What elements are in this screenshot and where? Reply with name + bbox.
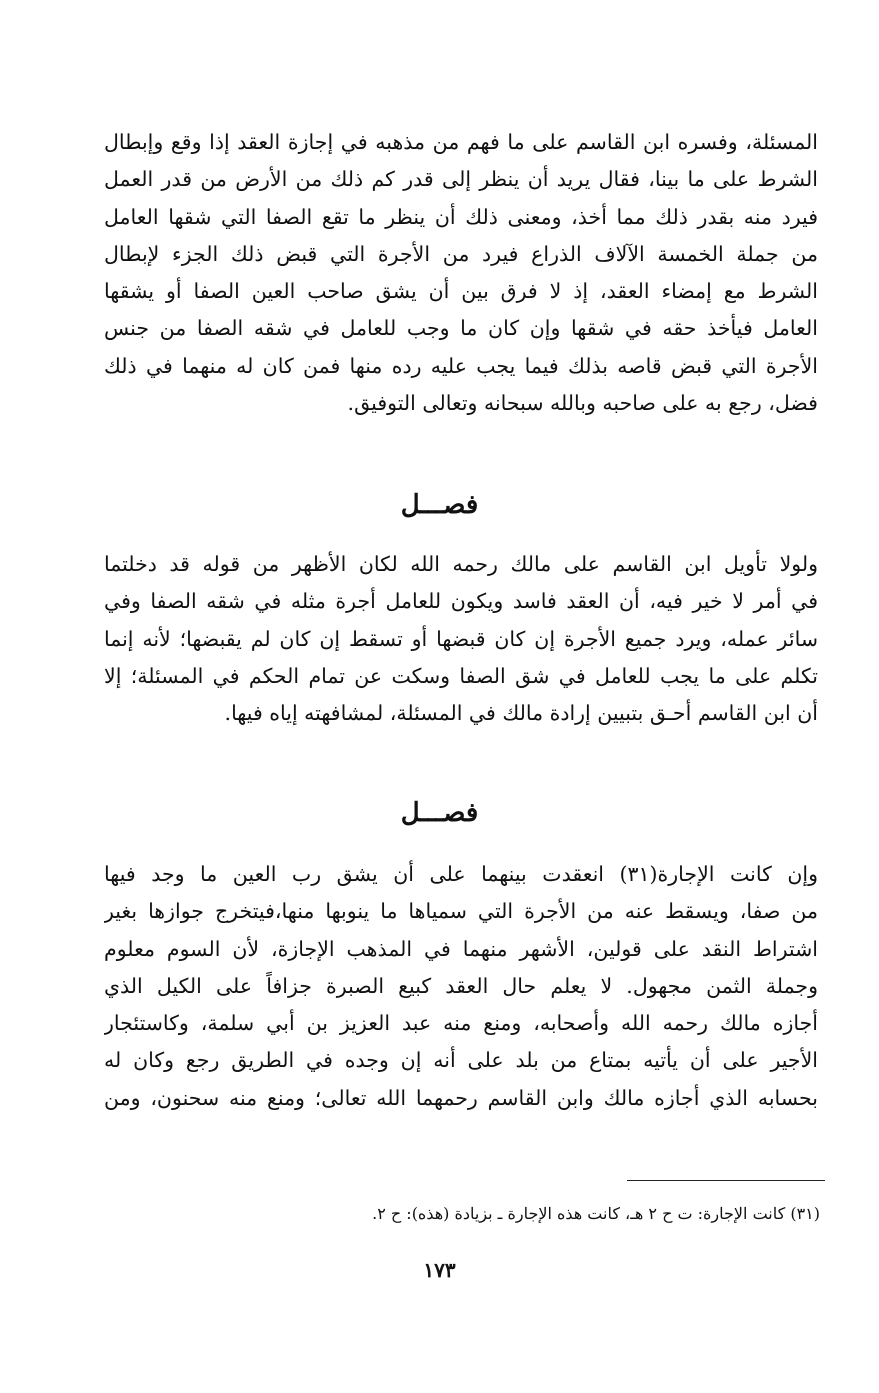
footnote-divider [627, 1180, 825, 1181]
text-line: الأجرة التي قبض قاصه بذلك فيما يجب عليه رده منها فمن كان له منهما في ذلك [104, 353, 818, 378]
text-line: ولولا تأويل ابن القاسم على مالك رحمه الله لكان الأظهر من قوله قد دخلتما [104, 552, 818, 576]
paragraph-2 [104, 546, 818, 732]
text-line: سائر عمله، ويرد جميع الأجرة إن كان قبضها أو تسقط إن كان لم يقبضها؛ لأنه إنما [104, 626, 818, 651]
footnote: (٣١) كانت الإجارة: ت ح ٢ هـ، كانت هذه الإجارة ـ بزيادة (هذه): ح ٢. [372, 1204, 820, 1223]
text-line: من صفا، ويسقط عنه من الأجرة التي سمياها ما ينوبها منها،فيتخرج جوازها بغير [104, 899, 818, 924]
text-line: أجازه مالك رحمه الله وأصحابه، ومنع منه عبد العزيز بن أبي سلمة، وكاستئجار [104, 1011, 818, 1036]
section-heading: فصـــل [400, 798, 479, 828]
text-line: العامل فيأخذ حقه في شقها وإن كان ما وجب للعامل في شقه الصفا من جنس [104, 316, 818, 341]
text-line: تكلم على ما يجب للعامل في شق الصفا وسكت عن تمام الحكم في المسئلة؛ إلا [104, 663, 818, 688]
paragraph-3 [104, 856, 818, 1117]
text-line: الأجير على أن يأتيه بمتاع من بلد على أنه إن وجده في الطريق رجع وكان له [104, 1048, 818, 1073]
text-line: وجملة الثمن مجهول. لا يعلم حال العقد كبيع الصبرة جزافاً على الكيل الذي [104, 973, 818, 998]
section-heading: فصـــل [400, 490, 479, 520]
text-line: في أمر لا خير فيه، أن العقد فاسد ويكون للعامل أجرة مثله في شقه الصفا وفي [104, 589, 818, 614]
text-line: فيرد منه بقدر ذلك مما أخذ، ومعنى ذلك أن ينظر ما تقع الصفا التي شقها العامل [104, 204, 818, 229]
text-line: الشرط مع إمضاء العقد، إذ لا فرق بين أن يشق صاحب العين الصفا أو يشقها [104, 279, 818, 304]
text-line: الشرط على ما بينا، فقال يريد أن ينظر إلى قدر كم ذلك من الأرض من قدر العمل [104, 167, 818, 192]
text-line: أن ابن القاسم أحـق بتبيين إرادة مالك في المسئلة، لمشافهته إياه فيها. [224, 701, 818, 726]
text-line: المسئلة، وفسره ابن القاسم على ما فهم من مذهبه في إجازة العقد إذا وقع وإبطال [104, 130, 818, 154]
text-line: وإن كانت الإجارة(٣١) انعقدت بينهما على أن يشق رب العين ما وجد فيها [104, 862, 818, 886]
page-number: ١٧٣ [423, 1258, 456, 1282]
text-line: فضل، رجع به على صاحبه وبالله سبحانه وتعالى التوفيق. [347, 391, 818, 416]
text-line: من جملة الخمسة الآلاف الذراع فيرد من الأجرة التي قبض ذلك الجزء لإبطال [104, 241, 818, 266]
text-line: بحسابه الذي أجازه مالك وابن القاسم رحمهما الله تعالى؛ ومنع منه سحنون، ومن [104, 1085, 818, 1110]
text-line: اشتراط النقد على قولين، الأشهر منهما في المذهب الإجازة، لأن السوم معلوم [104, 936, 818, 961]
paragraph-1 [104, 124, 818, 422]
